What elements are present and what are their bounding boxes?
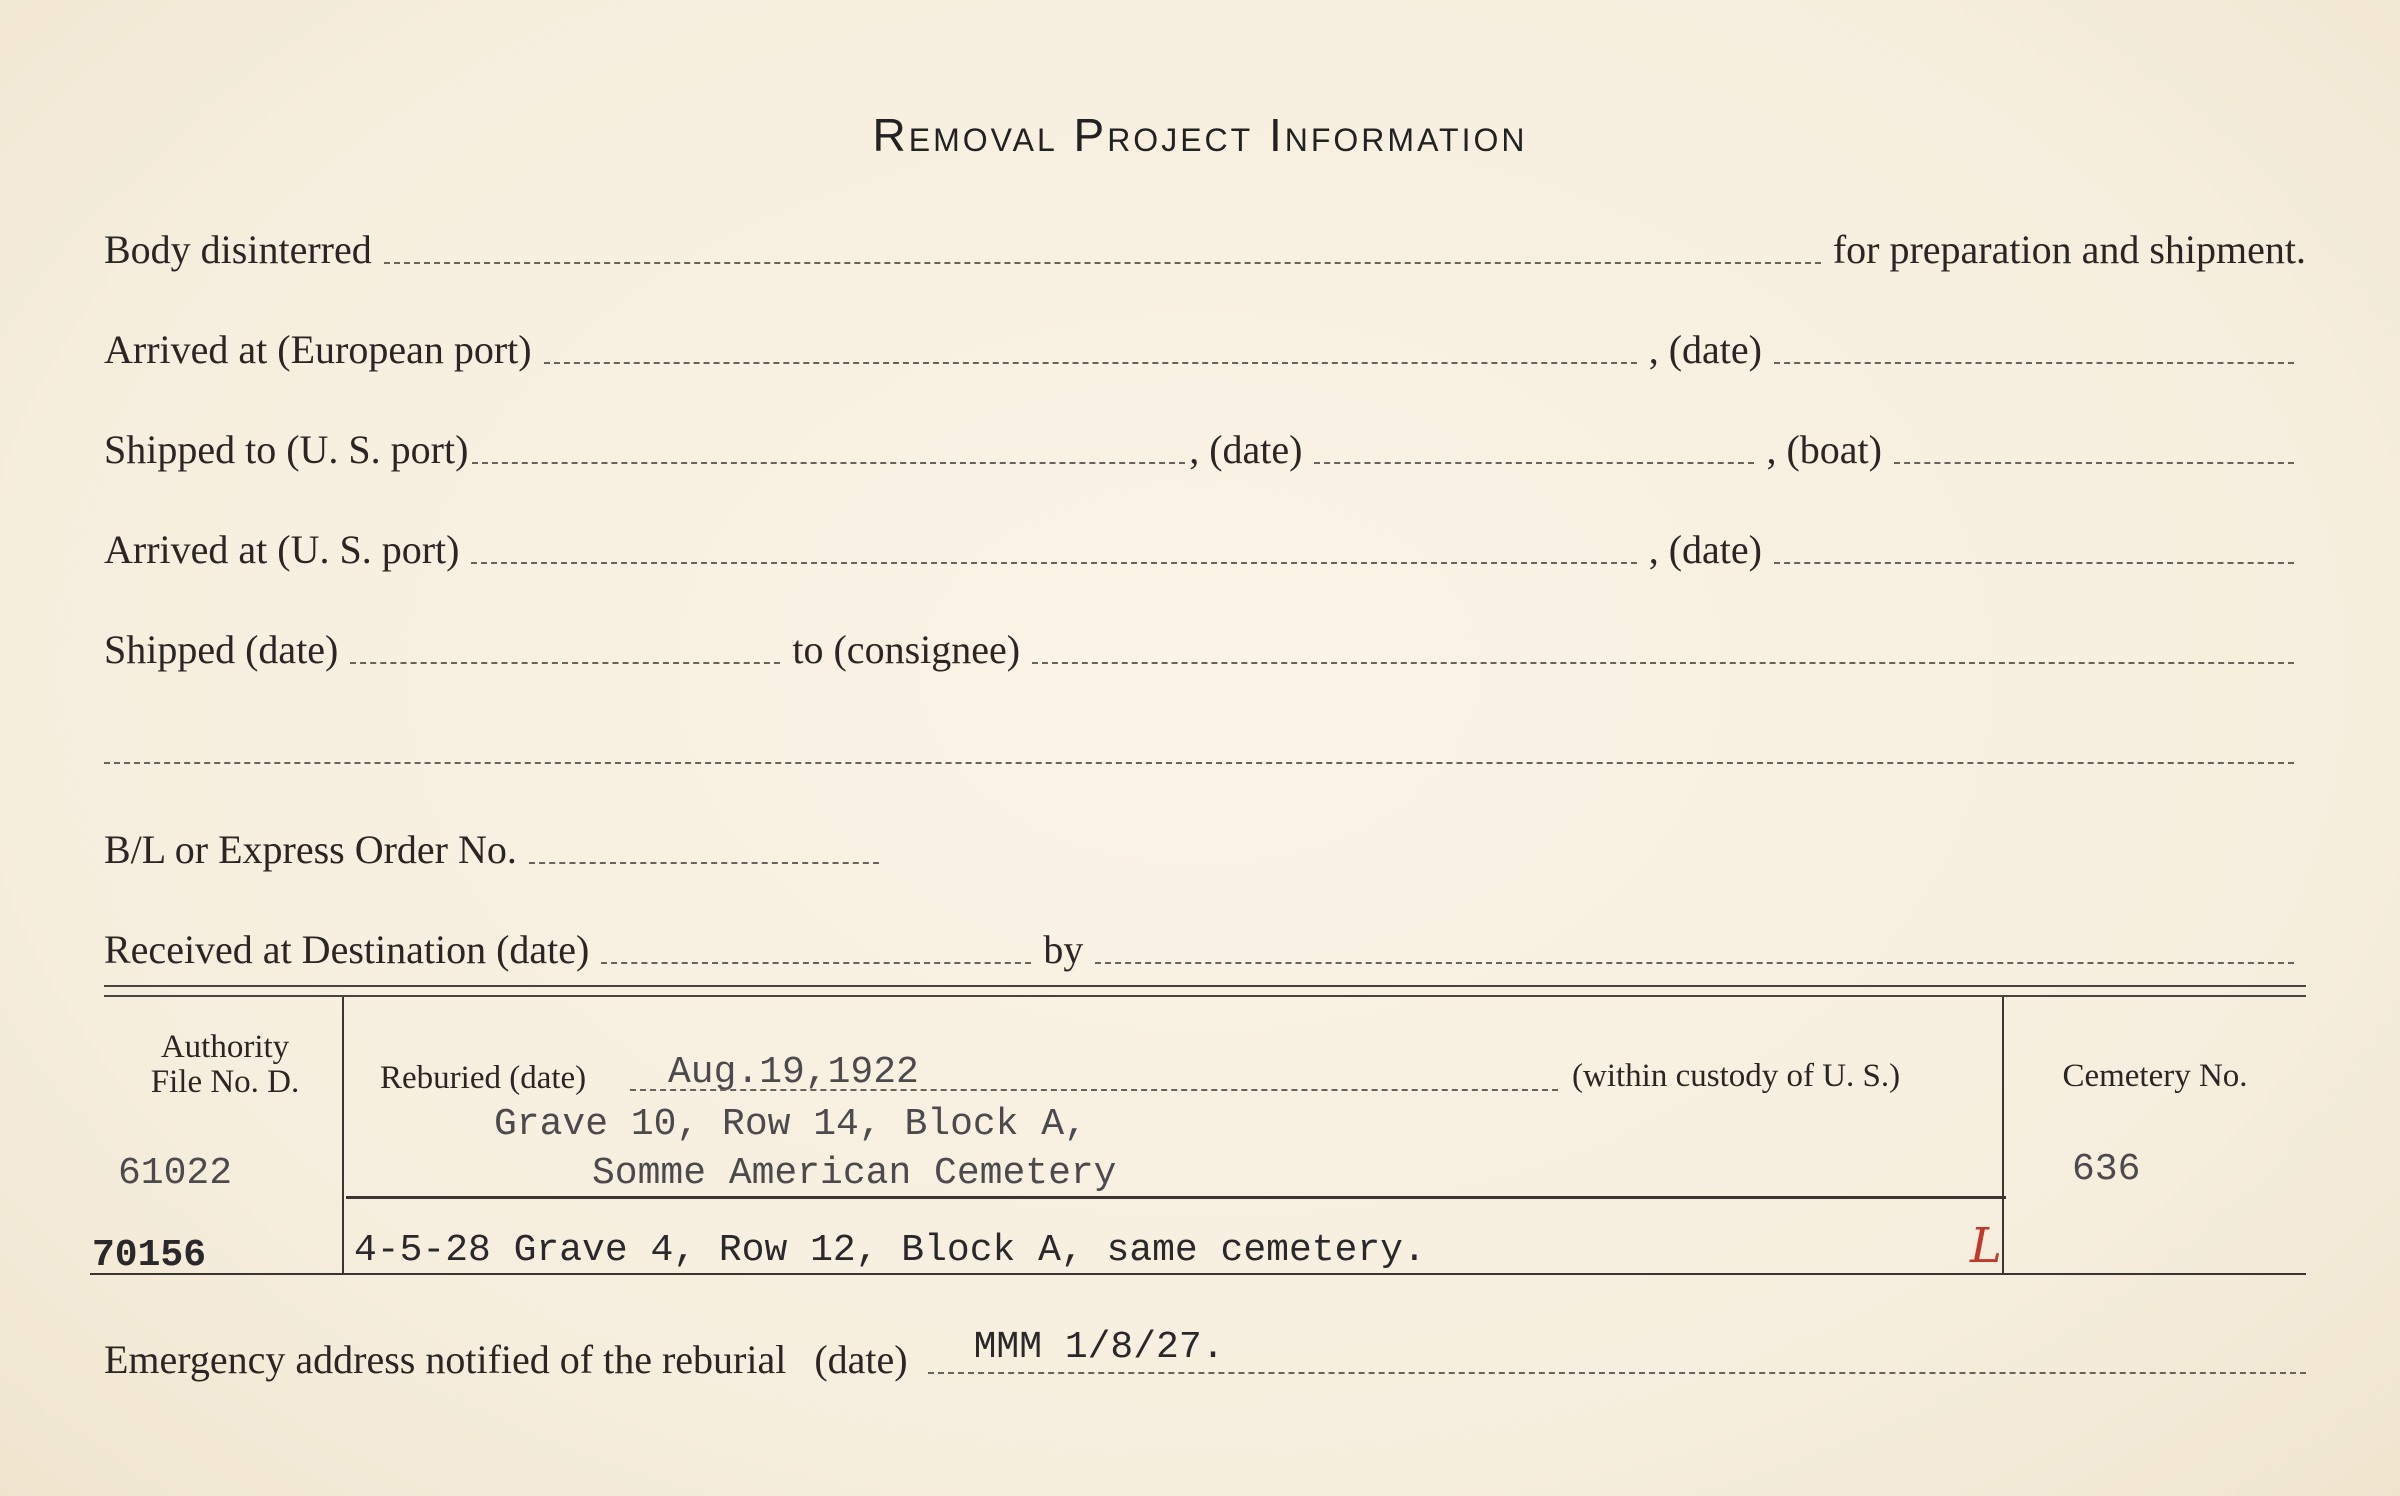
arrived-us-label: Arrived at (U. S. port) xyxy=(104,527,460,572)
shipped-us-label: Shipped to (U. S. port) xyxy=(104,427,469,472)
consignee-label: to (consignee) xyxy=(792,627,1021,672)
boat-label: , (boat) xyxy=(1766,427,1882,472)
form-title: Removal Project Information xyxy=(872,109,1528,161)
reburied-date-value: Aug.19,1922 xyxy=(668,1051,919,1094)
arrived-us-row xyxy=(104,510,2306,570)
body-disinterred-field[interactable] xyxy=(384,262,1821,264)
authority-header: Authority File No. D. xyxy=(150,1029,300,1100)
arrived-european-date-label: , (date) xyxy=(1648,327,1762,372)
bl-row xyxy=(104,810,2306,870)
custody-label: (within custody of U. S.) xyxy=(1572,1058,1901,1094)
bl-field[interactable] xyxy=(529,862,879,864)
consignee-continuation-field[interactable] xyxy=(104,762,2294,764)
arrived-us-date-field[interactable] xyxy=(1774,562,2294,564)
arrived-european-label: Arrived at (European port) xyxy=(104,327,532,372)
reburied-date-field[interactable] xyxy=(630,1089,1558,1091)
emergency-date-field[interactable] xyxy=(928,1320,2306,1380)
received-label: Received at Destination (date) xyxy=(104,927,590,972)
body-disinterred-row xyxy=(104,210,2306,270)
consignee-continuation-row xyxy=(104,710,2306,770)
cemetery-no-value: 636 xyxy=(2072,1148,2141,1191)
reburied-label: Reburied (date) xyxy=(380,1060,587,1096)
received-date-field[interactable] xyxy=(601,962,1031,964)
received-row xyxy=(104,910,2306,970)
second-burial-entry: 4-5-28 Grave 4, Row 12, Block A, same cemetery. xyxy=(354,1229,1426,1272)
european-port-field[interactable] xyxy=(544,362,1637,364)
table-divider-right xyxy=(2002,997,2004,1275)
body-disinterred-suffix: for preparation and shipment. xyxy=(1832,227,2306,272)
shipped-date-row xyxy=(104,610,2306,670)
arrived-us-port-field[interactable] xyxy=(471,562,1636,564)
emergency-label: Emergency address notified of the reburial xyxy=(104,1337,787,1382)
arrived-european-row xyxy=(104,310,2306,370)
body-disinterred-label: Body disinterred xyxy=(104,227,372,272)
emergency-date-line xyxy=(928,1372,2306,1374)
emergency-date-value: MMM 1/8/27. xyxy=(973,1326,1225,1369)
boat-field[interactable] xyxy=(1894,462,2294,464)
consignee-field[interactable] xyxy=(1032,662,2294,664)
emergency-row xyxy=(104,1320,2306,1380)
grave-line-2: Somme American Cemetery xyxy=(592,1152,1117,1195)
shipped-us-date-label: , (date) xyxy=(1189,427,1303,472)
emergency-date-label: (date) xyxy=(814,1337,908,1382)
shipped-date-label: Shipped (date) xyxy=(104,627,339,672)
table-divider-left xyxy=(342,997,344,1275)
shipped-us-date-field[interactable] xyxy=(1314,462,1754,464)
bl-label: B/L or Express Order No. xyxy=(104,827,517,872)
red-check-mark: L xyxy=(1970,1218,2002,1274)
grave-line-1: Grave 10, Row 14, Block A, xyxy=(494,1103,1087,1146)
us-port-field[interactable] xyxy=(472,462,1185,464)
authority-file-no-2: 70156 xyxy=(92,1234,207,1277)
shipped-us-row xyxy=(104,410,2306,470)
shipped-date-field[interactable] xyxy=(350,662,780,664)
authority-file-no-1: 61022 xyxy=(118,1152,233,1195)
arrived-us-date-label: , (date) xyxy=(1648,527,1762,572)
table-top-rule xyxy=(104,985,2306,997)
cemetery-header: Cemetery No. xyxy=(2062,1058,2248,1094)
table-mid-rule xyxy=(346,1196,2006,1199)
received-by-field[interactable] xyxy=(1095,962,2294,964)
arrived-european-date-field[interactable] xyxy=(1774,362,2294,364)
by-label: by xyxy=(1043,927,1084,972)
